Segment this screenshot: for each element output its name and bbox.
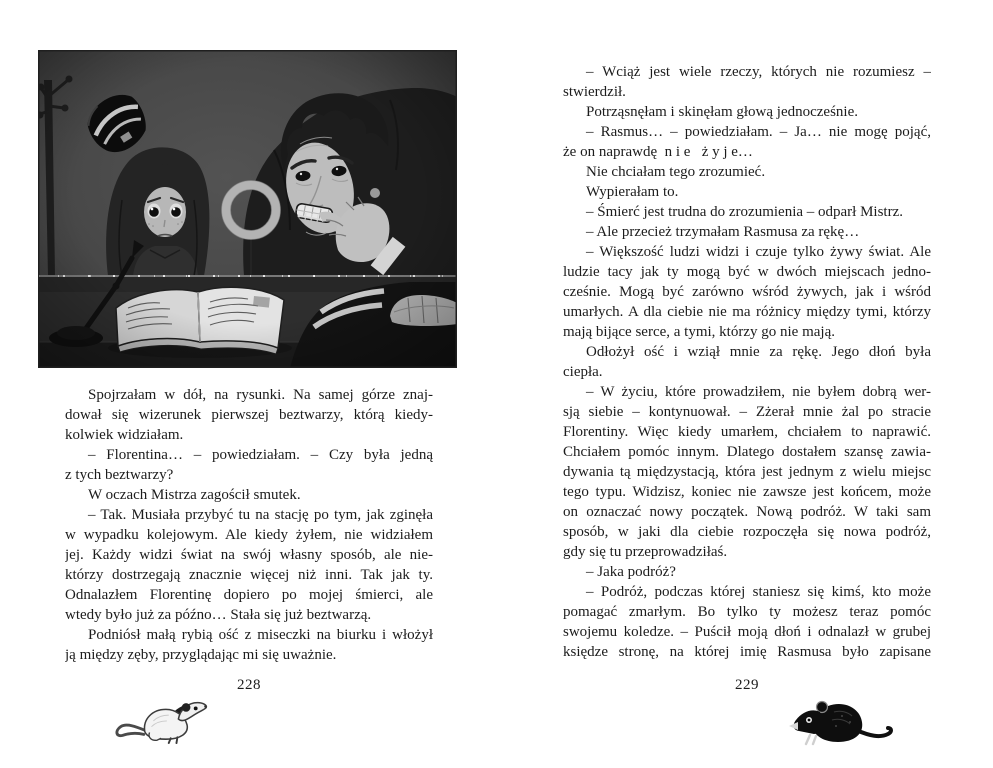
right-page-number: 229 — [735, 677, 759, 693]
text-line: Nie chciałam tego zrozumieć. — [586, 164, 766, 180]
black-rat-illustration — [776, 690, 894, 746]
text-line: W oczach Mistrza zagościł smutek. — [88, 487, 301, 503]
text-line: z tych beztwarzy? — [65, 467, 174, 483]
text-line: – Ale przecież trzymałam Rasmusa za rękę… — [586, 224, 860, 240]
text-line: – Podróż, podczas której staniesz się kimś, kto może — [586, 584, 931, 600]
text-line: Florentiny. Więc kiedy umarłem, chciałem to naprawić. — [563, 424, 931, 440]
text-line: – Rasmus… – powiedziałam. – Ja… nie mogę pojąć, — [586, 124, 931, 140]
text-line: ludzie tacy jak ty mogą być w dwóch miejscach jedno- — [563, 264, 931, 280]
right-page-text-column — [563, 62, 931, 662]
text-line: sją siebie – kontynuował. – Zżerał mnie żal po stracie — [563, 404, 931, 420]
text-line: – W życiu, które prowadziłem, nie byłem dobrą wer- — [586, 384, 931, 400]
text-line: księdze stronę, na której imię Rasmusa było zapisane — [563, 644, 931, 660]
text-line: Odłożył ość i wziął mnie za rękę. Jego dłoń była — [586, 344, 931, 360]
text-line: stwierdził. — [563, 84, 626, 100]
left-page-number: 228 — [237, 677, 261, 693]
text-line: Spojrzałam w dół, na rysunki. Na samej górze znaj- — [88, 387, 433, 403]
text-line: – Tak. Musiała przybyć tu na stację po tym, jak zginęła — [88, 507, 433, 523]
text-line: w wypadku kolejowym. Ale kiedy żyłem, nie widziałem — [65, 527, 433, 543]
text-line: dywania tą międzystacją, która jest jednym z wielu miejsc — [563, 464, 931, 480]
text-line: mają bijące serce, a tymi, którzy go nie mają. — [563, 324, 835, 340]
text-line: swojemu koledze. – Puścił moją dłoń i odnalazł w grubej — [563, 624, 931, 640]
vignette-overlay — [38, 50, 457, 368]
text-line: dował się wizerunek pierwszej beztwarzy, którą kiedy- — [65, 407, 433, 423]
text-line: gdy się tu przeprowadziłaś. — [563, 544, 728, 560]
text-line: Chciałem pomóc innym. Dlatego dostałem szansę zawia- — [563, 444, 931, 460]
text-line: Odnalazłem Florentinę dopiero po mojej śmierci, ale — [65, 587, 433, 603]
text-line: Potrząsnęłam i skinęłam głową jednocześnie. — [586, 104, 858, 120]
text-line: ciepła. — [563, 364, 603, 380]
text-line: ją między zęby, przyglądając mi się uważnie. — [65, 647, 337, 663]
text-line: tego typu. Widzisz, koniec nie zawsze jest końcem, może — [563, 484, 931, 500]
story-illustration — [38, 50, 457, 368]
text-line: cześnie. Mogą być zarówno wśród żywych, jak i wśród — [563, 284, 931, 300]
text-line: umarłych. A dla ciebie nie ma różnicy między tymi, którzy — [563, 304, 931, 320]
text-line: – Jaka podróż? — [586, 564, 676, 580]
text-line: – Większość ludzi widzi i czuje tylko żywy świat. Ale — [586, 244, 931, 260]
text-line: wtedy było już za późno… Stała się już beztwarzą. — [65, 607, 372, 623]
text-line: on oznaczać nowy początek. Nową podróż. W taki sam — [563, 504, 931, 520]
text-line: pomagać zmarłym. Bo tylko ty możesz teraz pomóc — [563, 604, 931, 620]
text-line: jej. Każdy widzi świat na swój własny sposób, ale nie- — [65, 547, 433, 563]
text-line: Podniósł małą rybią ość z miseczki na biurku i włożył — [88, 627, 433, 643]
girl-and-stationmaster-illustration — [38, 50, 457, 368]
text-line: – Florentina… – powiedziałam. – Czy była jedną — [88, 447, 433, 463]
text-line: Wypierałam to. — [586, 184, 679, 200]
text-line: że on naprawdę n i e ż y j e… — [563, 144, 753, 160]
text-line: sposób, w jaki dla ciebie rozpoczęła się nowa podróż, — [563, 524, 931, 540]
white-rat-illustration — [113, 694, 213, 742]
left-page-text-column — [65, 385, 433, 665]
text-line: którzy dostrzegają znacznie więcej niż inni. Tak jak ty. — [65, 567, 433, 583]
text-line: kolwiek widziałam. — [65, 427, 184, 443]
text-line: – Śmierć jest trudna do zrozumienia – odparł Mistrz. — [586, 204, 903, 220]
text-line: – Wciąż jest wiele rzeczy, których nie rozumiesz – — [586, 64, 931, 80]
